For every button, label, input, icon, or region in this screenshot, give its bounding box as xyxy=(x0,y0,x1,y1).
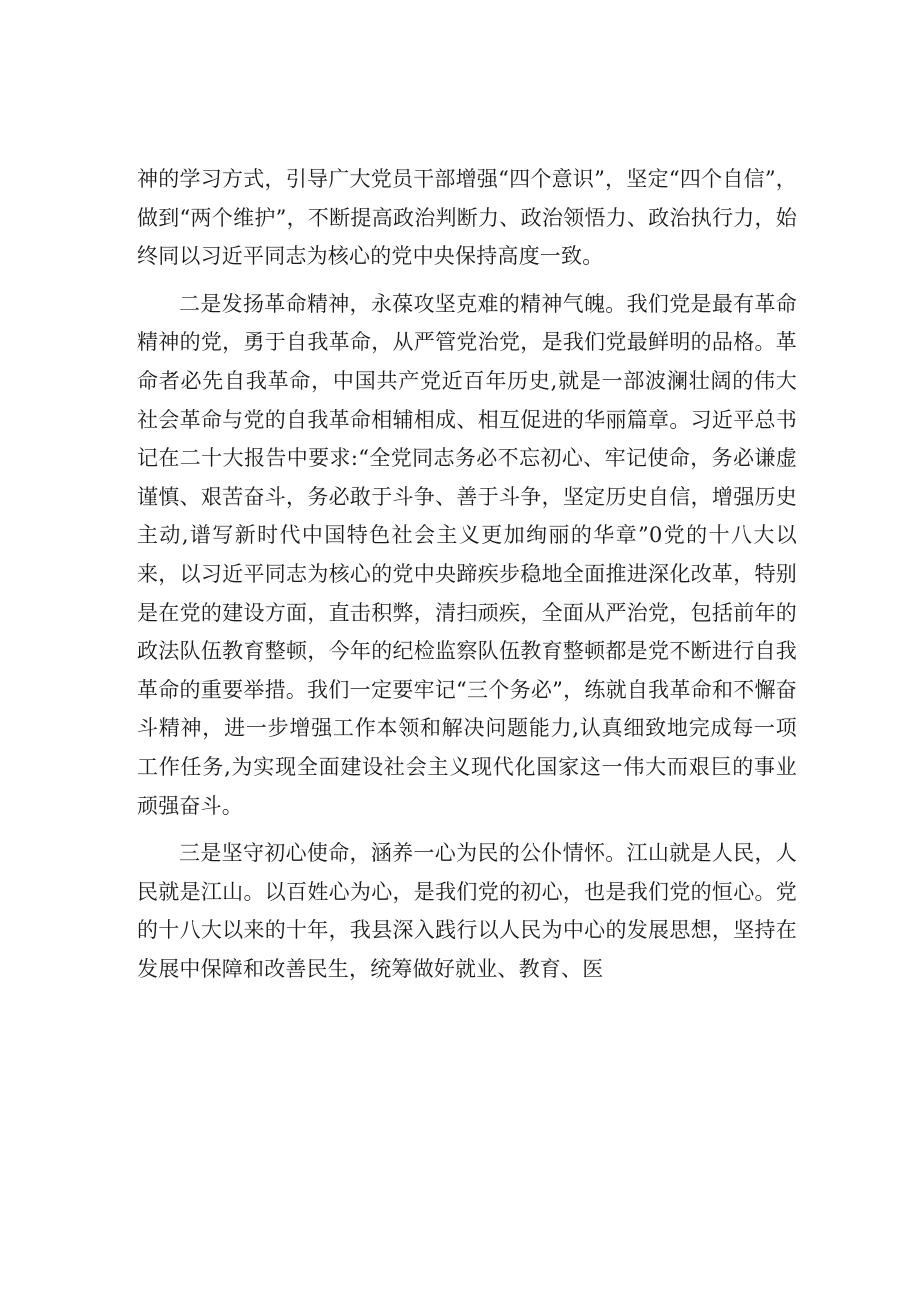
paragraph-revolutionary-spirit: 二是发扬革命精神，永葆攻坚克难的精神气魄。我们党是最有革命精神的党，勇于自我革命，从严管党治党，是我们党最鲜明的品格。革命者必先自我革命，中国共产党近百年历史,就是一部波澜壮阔的伟大社会革命与党的自我革命相辅相成、相互促进的华丽篇章。习近平总书记在二十大报告中要求:“全党同志务必不忘初心、牢记使命，务必谦虚谨慎、艰苦奋斗，务必敢于斗争、善于斗争，坚定历史自信，增强历史主动,谱写新时代中国特色社会主义更加绚丽的华章”0党的十八大以来，以习近平同志为核心的党中央蹄疾步稳地全面推进深化改革，特别是在党的建设方面，直击积弊，清扫顽疾，全面从严治党，包括前年的政法队伍教育整顿，今年的纪检监察队伍教育整顿都是党不断进行自我革命的重要举措。我们一定要牢记“三个务必”，练就自我革命和不懈奋斗精神，进一步增强工作本领和解决问题能力,认真细致地完成每一项工作任务,为实现全面建设社会主义现代化国家这一伟大而艰巨的事业顽强奋斗。 xyxy=(137,291,797,818)
document-body xyxy=(137,160,797,997)
paragraph-original-mission: 三是坚守初心使命，涵养一心为民的公仆情怀。江山就是人民，人民就是江山。以百姓心为心，是我们党的初心，也是我们党的恒心。党的十八大以来的十年，我县深入践行以人民为中心的发展思想，坚持在发展中保障和改善民生，统筹做好就业、教育、医 xyxy=(137,841,797,981)
paragraph-continuation: 神的学习方式，引导广大党员干部增强“四个意识”，坚定“四个自信”，做到“两个维护”，不断提高政治判断力、政治领悟力、政治执行力，始终同以习近平同志为核心的党中央保持高度一致。 xyxy=(137,167,797,269)
